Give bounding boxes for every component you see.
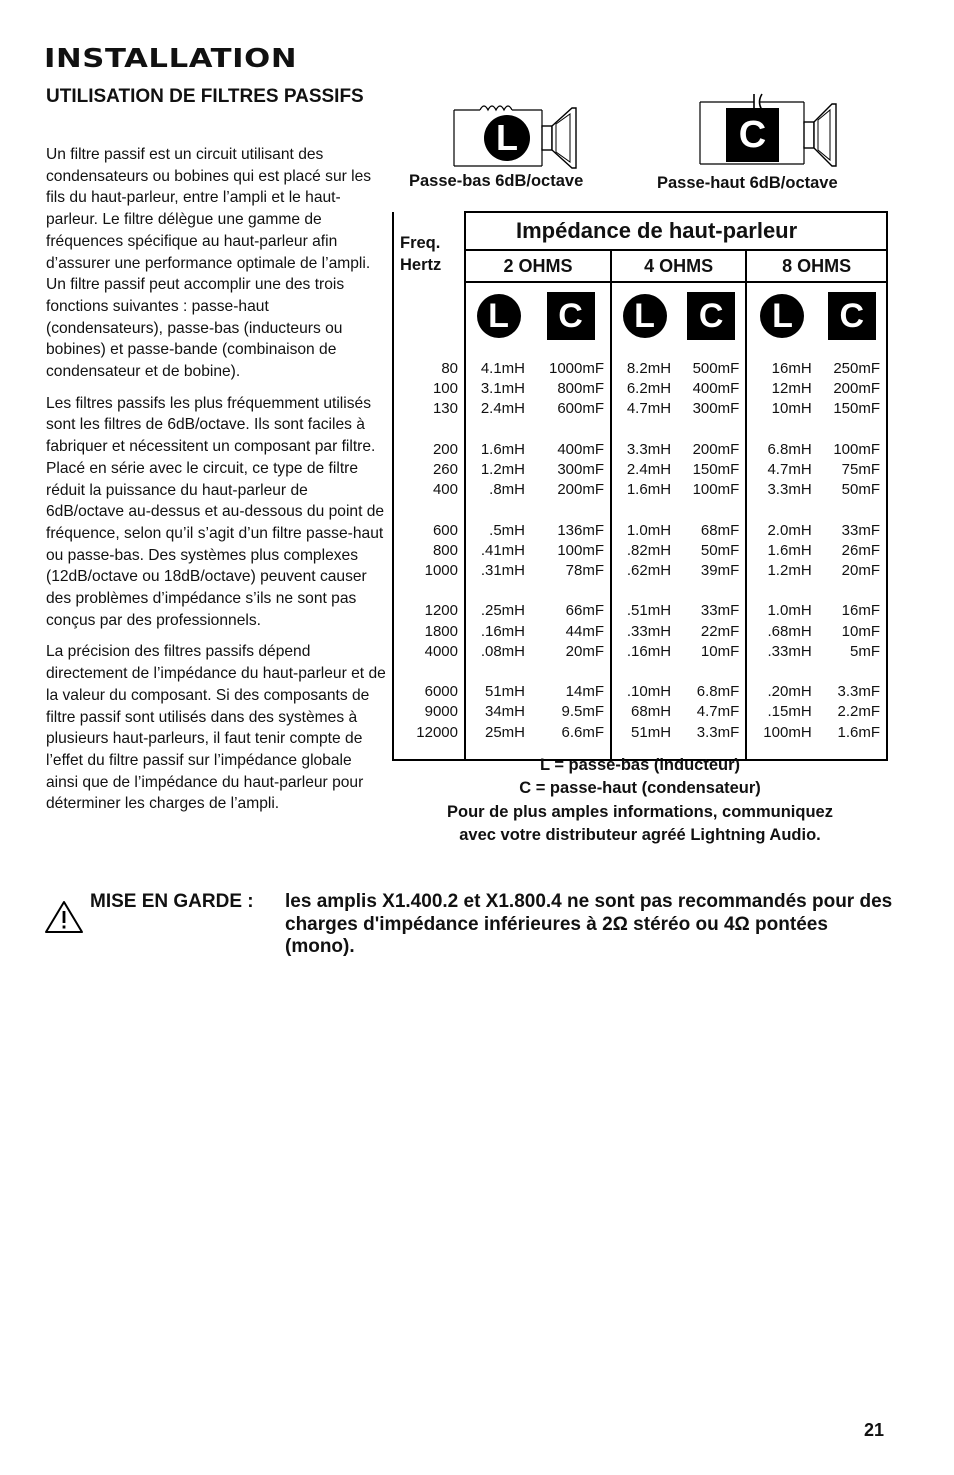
- component-value: 200mF: [557, 481, 605, 499]
- value-group: [612, 521, 671, 582]
- value-group: [531, 682, 604, 743]
- component-value: 1.2mH: [767, 562, 812, 579]
- component-value: 100mF: [557, 541, 605, 559]
- component-value: 39mF: [700, 562, 740, 579]
- component-value: 10mF: [700, 642, 740, 660]
- component-value: 66mF: [565, 602, 605, 620]
- component-value: .25mH: [480, 602, 526, 620]
- component-value: .41mH: [480, 541, 526, 559]
- value-group: [677, 521, 739, 582]
- freq-value: 1000: [424, 562, 458, 579]
- page-number: 21: [863, 1420, 884, 1440]
- component-value: 6.8mF: [696, 683, 740, 701]
- value-group: [531, 440, 604, 501]
- component-value: 25mH: [485, 723, 526, 741]
- value-group: [394, 440, 458, 501]
- caution-text: les amplis X1.400.2 et X1.800.4 ne sont pas recommandés pour des charges d'impédance inférieures à 2Ω stéréo ou 4Ω pontées (mono).: [285, 891, 893, 957]
- freq-value: 9000: [424, 703, 458, 721]
- component-value: 78mF: [565, 562, 605, 579]
- component-value: 1.2mH: [480, 461, 526, 478]
- component-value: 1.6mH: [767, 541, 812, 559]
- value-group: [747, 440, 811, 501]
- component-value: 3.3mH: [767, 481, 812, 499]
- component-value: 3.3mF: [696, 723, 740, 741]
- value-group: [612, 601, 671, 662]
- component-value: 68mH: [631, 703, 672, 721]
- freq-value: 800: [432, 541, 458, 559]
- value-group: [612, 682, 671, 743]
- section-title: UTILISATION DE FILTRES PASSIFS: [46, 86, 364, 107]
- inductor-2ohm-column: [465, 349, 531, 760]
- legend-info-line-2: avec votre distributeur agréé Lightning Audio.: [459, 825, 821, 844]
- capacitor-badge: C: [828, 292, 876, 340]
- component-value: 75mF: [841, 461, 880, 478]
- component-value: 200mF: [692, 440, 740, 458]
- component-value: 51mH: [631, 723, 672, 741]
- freq-value: 600: [432, 521, 458, 539]
- capacitor-4ohm-column: [677, 349, 746, 760]
- inductor-badge: L: [760, 294, 804, 338]
- component-value: 800mF: [557, 380, 605, 398]
- component-value: 4.1mH: [480, 360, 526, 377]
- component-value: 1.0mH: [626, 521, 672, 539]
- freq-value: 12000: [416, 723, 458, 741]
- capacitor-8ohm-column: [818, 349, 887, 760]
- component-value: 136mF: [557, 521, 605, 539]
- ohm-header-8: 8 OHMS: [746, 250, 887, 282]
- value-group: [677, 601, 739, 662]
- component-value: 44mF: [565, 622, 605, 640]
- value-group: [677, 440, 739, 501]
- value-group: [747, 682, 811, 743]
- component-value: 300mF: [557, 461, 605, 478]
- value-group: [747, 601, 811, 662]
- paragraph-1: Un filtre passif est un circuit utilisant des condensateurs ou bobines qui est placé sur les fils du haut-parleur, entre l’ampli et le haut-parleur. Le filtre délègue une gamme de fréquences spécifique au haut-parleur afin d’assurer une performance optimale de l’ampli. Un filtre passif peut accomplir une des trois fonctions suivantes : passe-haut (condensateurs), passe-bas (inducteurs ou bobines) et passe-bande (combinaison de condensateur et de bobine).: [46, 146, 372, 381]
- component-value: 20mF: [565, 642, 605, 660]
- component-value: .68mH: [767, 622, 812, 640]
- freq-value: 6000: [424, 683, 458, 701]
- component-value: 4.7mF: [696, 703, 740, 721]
- component-value: 500mF: [692, 360, 740, 377]
- component-value: 400mF: [557, 440, 605, 458]
- lowpass-badge: L: [484, 115, 530, 161]
- freq-value: 400: [432, 481, 458, 499]
- component-value: 50mF: [700, 541, 740, 559]
- component-value: .5mH: [489, 521, 526, 539]
- component-value: 150mF: [692, 461, 740, 478]
- component-value: 1000mF: [548, 360, 605, 377]
- page-heading: INSTALLATION: [44, 44, 298, 74]
- value-group: [394, 601, 458, 662]
- freq-value: 80: [441, 360, 458, 377]
- component-value: 150mF: [833, 400, 880, 418]
- component-value: 6.6mF: [561, 723, 605, 741]
- component-value: 3.1mH: [480, 380, 526, 398]
- freq-value: 260: [432, 461, 458, 478]
- badge-cell: [611, 282, 677, 349]
- component-value: 3.3mH: [626, 440, 672, 458]
- inductor-badge: L: [623, 294, 667, 338]
- freq-value: 130: [432, 400, 458, 418]
- component-value: 1.0mH: [767, 602, 812, 620]
- freq-value: 4000: [424, 642, 458, 660]
- value-group: [818, 359, 880, 420]
- component-value: 1.6mH: [480, 440, 526, 458]
- component-value: 4.7mH: [767, 461, 812, 478]
- legend-info-line-1: Pour de plus amples informations, communiquez: [447, 802, 833, 821]
- component-value: 20mF: [841, 562, 880, 579]
- component-value: 600mF: [557, 400, 605, 418]
- component-value: 100mF: [833, 440, 880, 458]
- badge-cell: [818, 282, 887, 349]
- component-value: 12mH: [771, 380, 812, 398]
- component-value: .33mH: [767, 642, 812, 660]
- inductor-4ohm-column: [611, 349, 677, 760]
- component-value: 1.6mH: [626, 481, 672, 499]
- legend-line-l: L = passe-bas (inducteur): [539, 756, 741, 774]
- component-value: .31mH: [480, 562, 526, 579]
- component-value: .16mH: [480, 622, 526, 640]
- value-group: [677, 359, 739, 420]
- value-group: [677, 682, 739, 743]
- legend: [392, 754, 888, 847]
- ohm-header-2: 2 OHMS: [465, 250, 611, 282]
- value-group: [531, 521, 604, 582]
- component-value: 2.4mH: [626, 461, 672, 478]
- badge-cell: [531, 282, 611, 349]
- value-group: [818, 440, 880, 501]
- component-value: .8mH: [489, 481, 526, 499]
- freq-header: Freq. Hertz: [393, 212, 465, 349]
- component-value: .51mH: [626, 602, 672, 620]
- component-value: 50mF: [841, 481, 880, 499]
- component-value: 6.8mH: [767, 440, 812, 458]
- impedance-header: Impédance de haut-parleur: [465, 212, 887, 250]
- component-value: 34mH: [485, 703, 526, 721]
- value-group: [818, 601, 880, 662]
- freq-value: 100: [432, 380, 458, 398]
- component-value: 300mF: [692, 400, 740, 418]
- capacitor-2ohm-column: [531, 349, 611, 760]
- paragraph-3: La précision des filtres passifs dépend directement de l’impédance du haut-parleur et de la valeur du composant. Si des composants de filtre passif sont utilisés dans des systèmes à plusieurs haut-parleurs, il faut tenir compte de l’effet du filtre passif sur l’impédance globale ainsi que de l’impédance du haut-parleur pour déterminer les charges de l’ampli.: [46, 643, 386, 813]
- component-value: 400mF: [692, 380, 740, 398]
- component-value: .20mH: [767, 683, 812, 701]
- capacitor-badge: C: [547, 292, 595, 340]
- lowpass-caption: Passe-bas 6dB/octave: [409, 172, 584, 190]
- freq-value: 1800: [424, 622, 458, 640]
- value-group: [394, 359, 458, 420]
- caution-label: MISE EN GARDE :: [90, 891, 254, 912]
- component-value: .08mH: [480, 642, 526, 660]
- value-group: [466, 440, 525, 501]
- component-value: 2.2mF: [837, 703, 880, 721]
- legend-line-c: C = passe-haut (condensateur): [519, 779, 761, 798]
- component-value: 2.0mH: [767, 521, 812, 539]
- ohm-header-4: 4 OHMS: [611, 250, 746, 282]
- component-value: 68mF: [700, 521, 740, 539]
- badge-cell: [465, 282, 531, 349]
- component-value: .82mH: [626, 541, 672, 559]
- highpass-caption: Passe-haut 6dB/octave: [657, 174, 838, 192]
- component-value: 16mH: [771, 360, 812, 377]
- component-value: 9.5mF: [561, 703, 605, 721]
- component-value: 26mF: [841, 541, 880, 559]
- value-group: [612, 440, 671, 501]
- value-group: [531, 359, 604, 420]
- value-group: [466, 359, 525, 420]
- component-value: 8.2mH: [626, 360, 672, 377]
- value-group: [747, 359, 811, 420]
- badge-cell: [746, 282, 817, 349]
- component-value: 1.6mF: [837, 723, 880, 741]
- component-value: 10mF: [841, 622, 880, 640]
- value-group: [747, 521, 811, 582]
- component-value: 3.3mF: [837, 683, 880, 701]
- component-value: .33mH: [626, 622, 672, 640]
- filter-values-table: [392, 211, 888, 761]
- paragraph-2: Les filtres passifs les plus fréquemment utilisés sont les filtres de 6dB/octave. Ils sont faciles à fabriquer et nécessitent un composant par filtre. Placé en série avec le circuit, ce type de filtre réduit la puissance du haut-parleur de 6dB/octave au-dessus et au-dessous du point de fréquence, selon qu’il s’agit d’un filtre passe-haut ou passe-bas. Des systèmes plus complexes (12dB/octave ou 18dB/octave) peuvent causer des problèmes d’impédance s’ils ne sont pas conçus par des professionnels.: [46, 394, 385, 629]
- component-value: .62mH: [626, 562, 672, 579]
- body-text: [46, 144, 388, 825]
- value-group: [531, 601, 604, 662]
- component-value: 6.2mH: [626, 380, 672, 398]
- value-group: [466, 521, 525, 582]
- component-value: .16mH: [626, 642, 672, 660]
- capacitor-badge: C: [687, 292, 735, 340]
- value-group: [818, 521, 880, 582]
- component-value: 22mF: [700, 622, 740, 640]
- warning-triangle-icon: [44, 900, 84, 934]
- value-group: [466, 682, 525, 743]
- highpass-badge: C: [726, 108, 779, 162]
- value-group: [394, 521, 458, 582]
- inductor-badge: L: [477, 294, 521, 338]
- value-group: [818, 682, 880, 743]
- component-value: 5mF: [850, 642, 880, 660]
- component-value: 2.4mH: [480, 400, 526, 418]
- component-value: 33mF: [841, 521, 880, 539]
- value-group: [394, 682, 458, 743]
- value-group: [612, 359, 671, 420]
- component-value: 200mF: [833, 380, 880, 398]
- badge-cell: [677, 282, 746, 349]
- component-value: 100mF: [692, 481, 740, 499]
- component-value: 100mH: [763, 723, 812, 741]
- component-value: .10mH: [626, 683, 672, 701]
- component-value: 250mF: [833, 360, 880, 377]
- component-value: .15mH: [767, 703, 812, 721]
- inductor-8ohm-column: [746, 349, 817, 760]
- value-group: [466, 601, 525, 662]
- component-value: 51mH: [485, 683, 526, 701]
- freq-column: [393, 349, 465, 760]
- component-value: 10mH: [771, 400, 812, 418]
- component-value: 14mF: [565, 683, 605, 701]
- component-value: 16mF: [841, 602, 880, 620]
- component-value: 33mF: [700, 602, 740, 620]
- freq-value: 1200: [424, 602, 458, 620]
- freq-value: 200: [432, 440, 458, 458]
- component-value: 4.7mH: [626, 400, 672, 418]
